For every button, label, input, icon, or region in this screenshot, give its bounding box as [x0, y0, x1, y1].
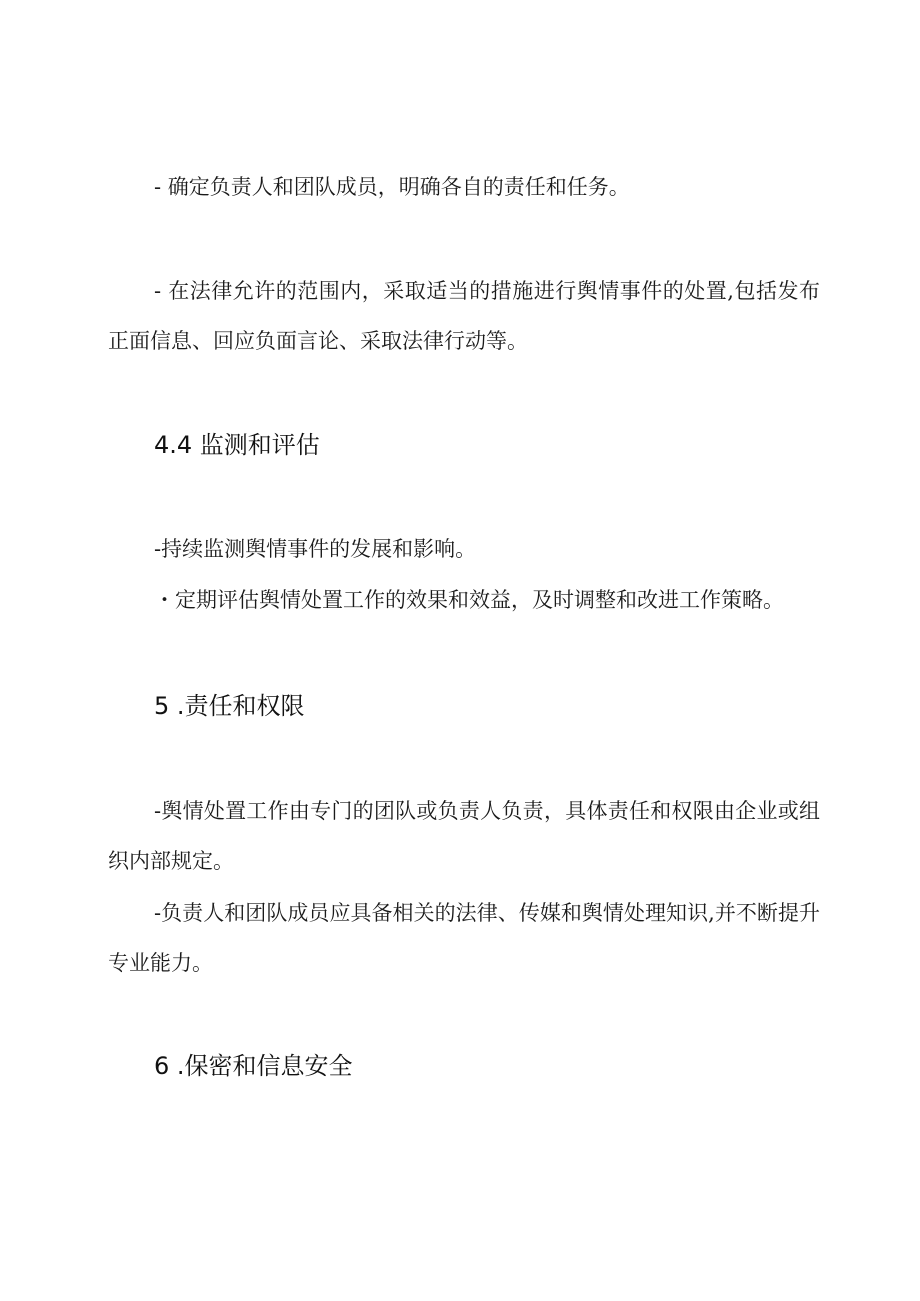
- paragraph-legal-measures: - 在法律允许的范围内，采取适当的措施进行舆情事件的处置,包括发布正面信息、回应负面言论、采取法律行动等。: [108, 279, 820, 353]
- section-heading-4-4: 4.4 监测和评估: [154, 431, 320, 459]
- paragraph-assign-responsibility: - 确定负责人和团队成员，明确各自的责任和任务。: [154, 175, 630, 199]
- paragraph-team-competence: -负责人和团队成员应具备相关的法律、传媒和舆情处理知识,并不断提升专业能力。: [108, 901, 820, 975]
- paragraph-team-responsibility: -舆情处置工作由专门的团队或负责人负责，具体责任和权限由企业或组织内部规定。: [108, 799, 820, 873]
- section-heading-6: 6 .保密和信息安全: [154, 1052, 353, 1080]
- paragraph-continuous-monitoring: -持续监测舆情事件的发展和影响。: [154, 537, 477, 561]
- section-heading-5: 5 .责任和权限: [154, 692, 305, 720]
- paragraph-periodic-evaluation: ・定期评估舆情处置工作的效果和效益，及时调整和改进工作策略。: [154, 588, 784, 612]
